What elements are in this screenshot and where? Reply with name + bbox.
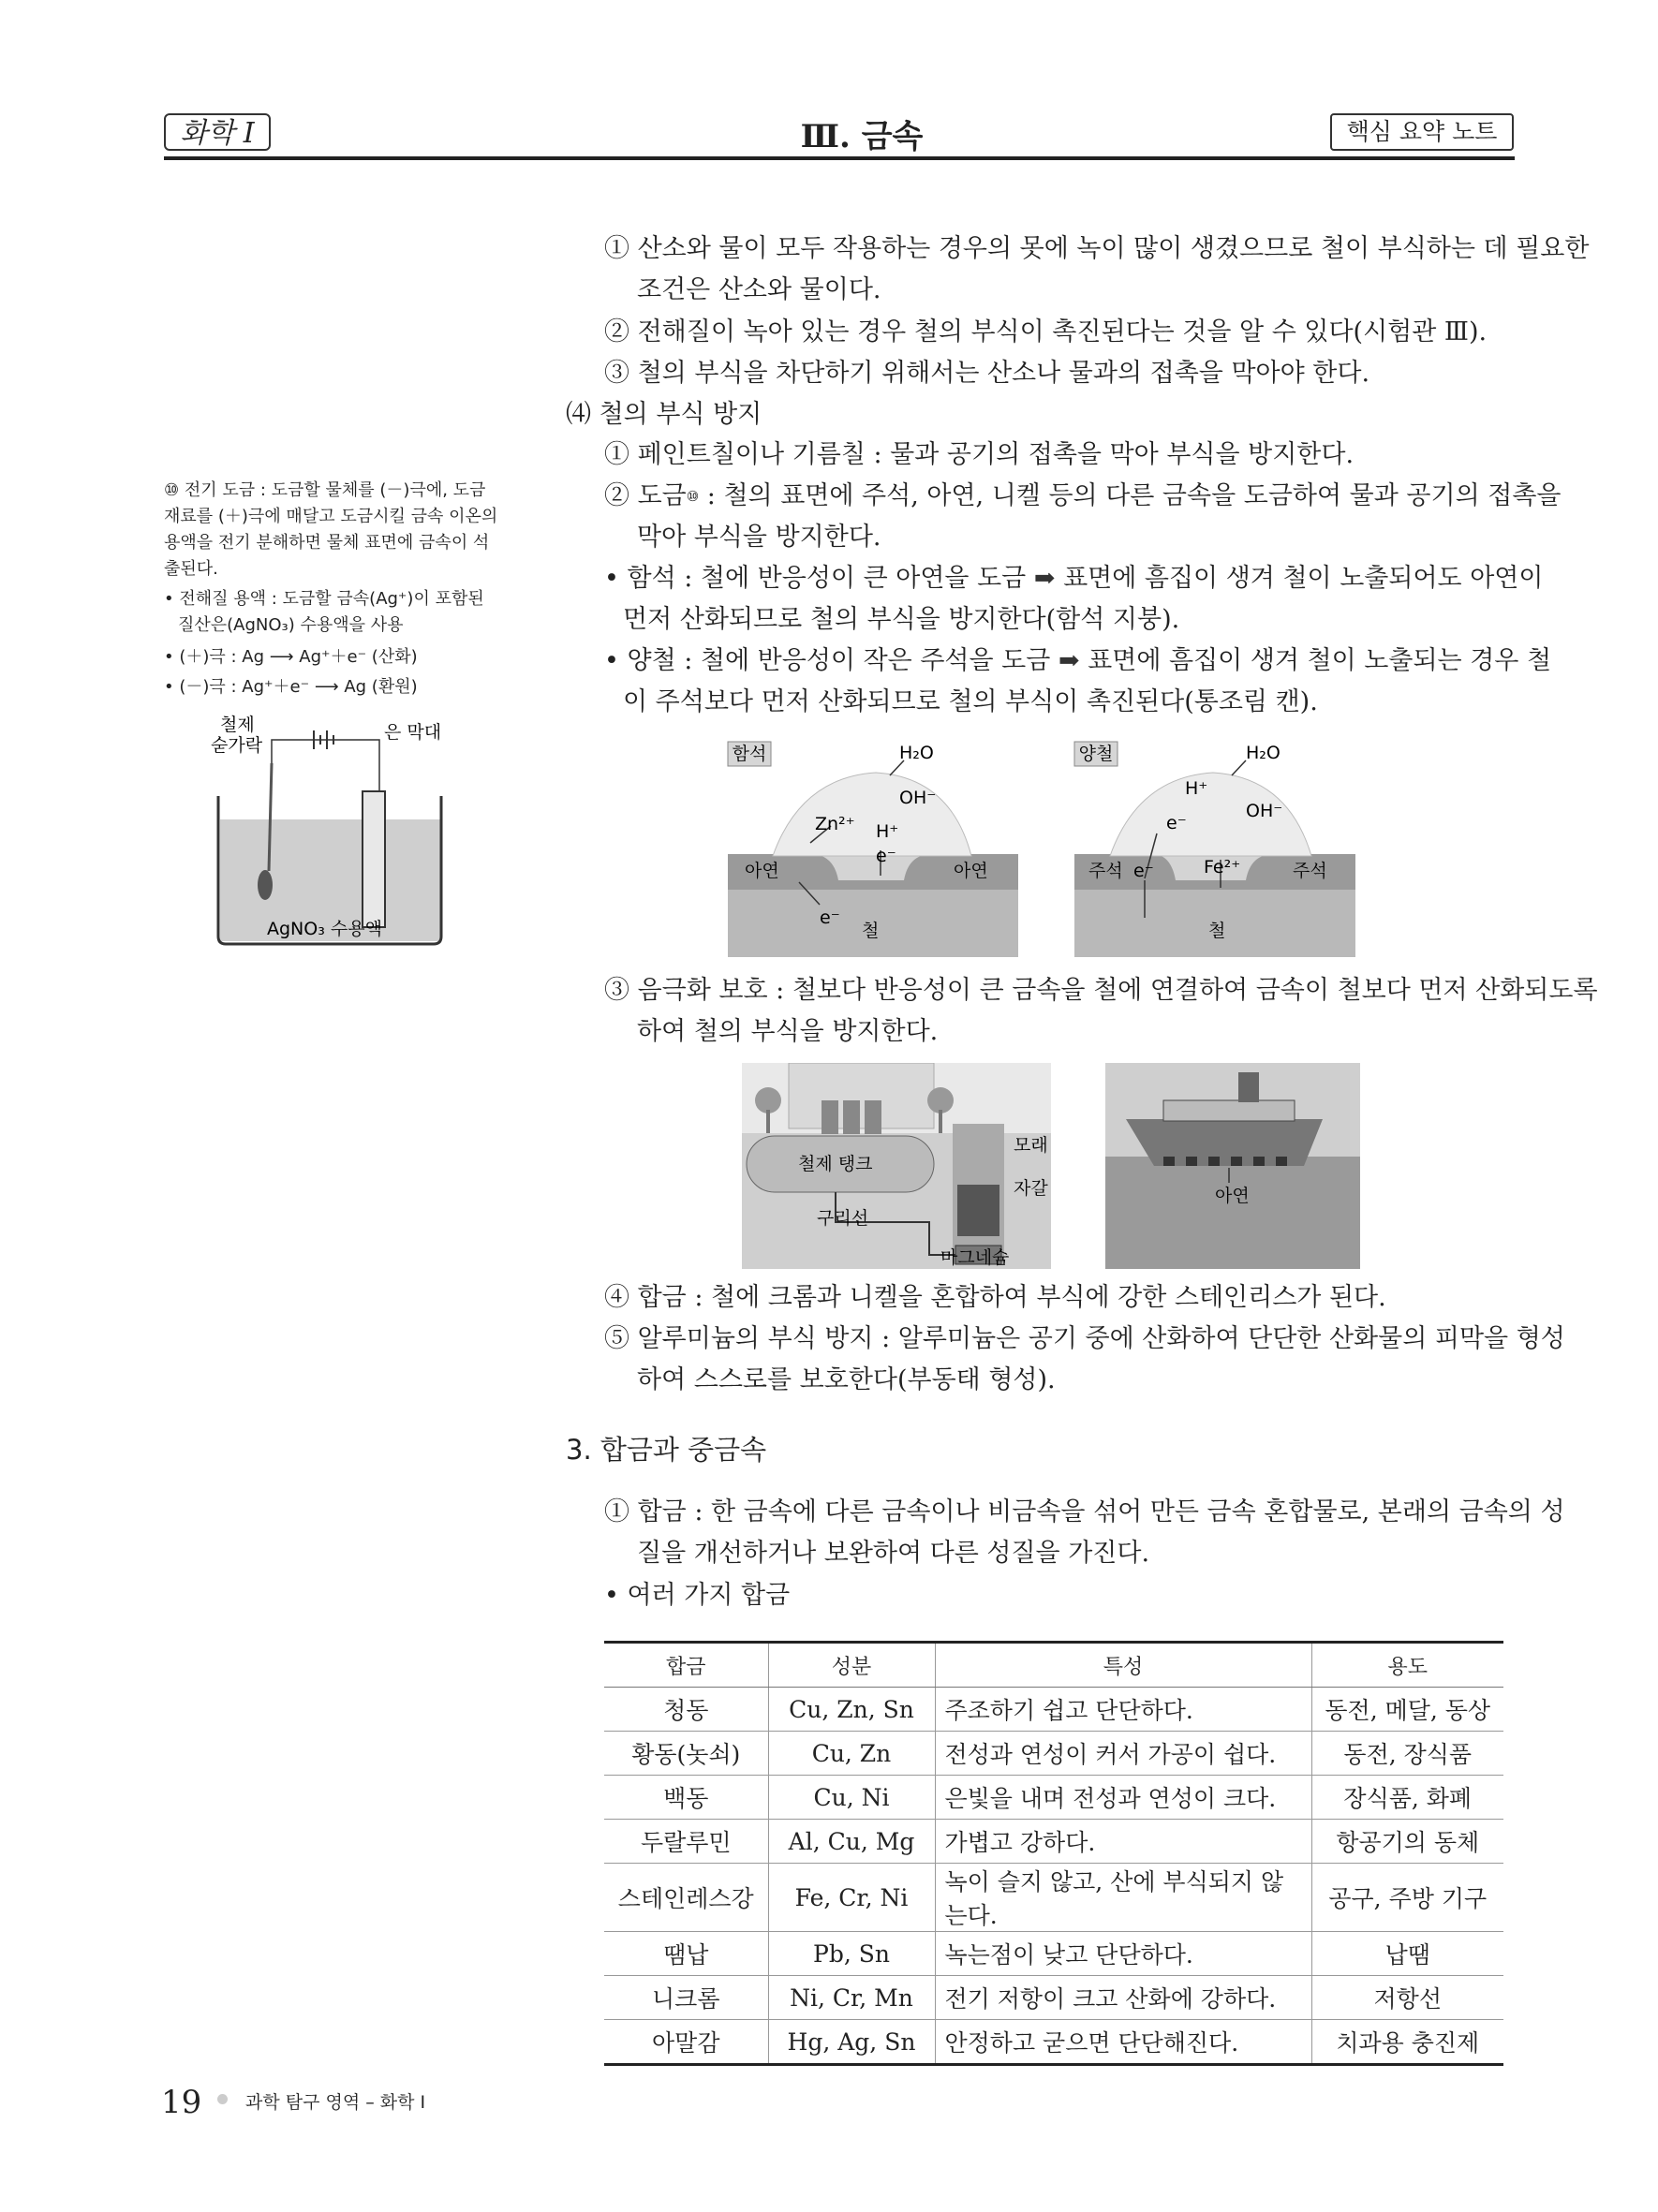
tin-right-label: 주석 <box>1293 861 1327 881</box>
table-row <box>604 1732 1503 1776</box>
alloy-def-line-b: 질을 개선하거나 보완하여 다른 성질을 가진다. <box>637 1539 1150 1568</box>
sidenote-line-3: 용액을 전기 분해하면 물체 표면에 금속이 석 <box>164 533 490 553</box>
uses-cell: 공구, 주방 기구 <box>1311 1864 1503 1932</box>
galvanized-text: 표면에 흠집이 생겨 철이 노출되어도 아연이 <box>1063 564 1544 593</box>
galvanized-tag: 함석 <box>732 744 767 764</box>
iron-ion-label: Fe²⁺ <box>1204 857 1241 877</box>
tinplate-text: 표면에 흠집이 생겨 철이 노출되는 경우 철 <box>1088 646 1552 675</box>
sidenote-line-6: 질산은(AgNO₃) 수용액을 사용 <box>178 615 404 635</box>
sand-label: 모래 <box>1014 1135 1048 1156</box>
electroplating-apparatus <box>218 730 441 944</box>
prevention-2-line-b: 막아 부식을 방지한다. <box>637 523 881 552</box>
components-cell: Hg, Ag, Sn <box>768 2020 935 2065</box>
cathodic-protection-diagram <box>742 1063 1360 1269</box>
components-cell: Ni, Cr, Mn <box>768 1976 935 2020</box>
sidenote-line-7: • (＋)극 : Ag ⟶ Ag⁺＋e⁻ (산화) <box>164 647 418 667</box>
electroplating-diagram <box>211 712 454 946</box>
tinplate-label: • 양철 : 철에 반응성이 작은 주석을 도금 <box>604 646 1051 675</box>
galvanized-line-b: 먼저 산화되므로 철의 부식을 방지한다(함석 지붕). <box>623 605 1180 634</box>
alloy-cell: 두랄루민 <box>604 1820 768 1864</box>
item-1-line-b: 조건은 산소와 물이다. <box>637 275 881 304</box>
header-rule <box>164 156 1515 160</box>
properties-cell: 주조하기 쉽고 단단하다. <box>935 1688 1311 1732</box>
sidenote-line-5: • 전해질 용액 : 도금할 금속(Ag⁺)이 포함된 <box>164 589 484 609</box>
item-1-line-a: ① 산소와 물이 모두 작용하는 경우의 못에 녹이 많이 생겼으므로 철이 부식하는 데 필요한 <box>604 234 1590 263</box>
properties-cell: 전성과 연성이 커서 가공이 쉽다. <box>935 1732 1311 1776</box>
galvanized-line-a <box>604 562 1543 596</box>
components-cell: Pb, Sn <box>768 1932 935 1976</box>
alloy-cell: 땜납 <box>604 1932 768 1976</box>
footer-dot <box>217 2094 228 2104</box>
alloy-cell: 니크롬 <box>604 1976 768 2020</box>
components-cell: Cu, Ni <box>768 1776 935 1820</box>
table-row <box>604 1820 1503 1864</box>
properties-cell: 녹는점이 낮고 단단하다. <box>935 1932 1311 1976</box>
right-arrow-icon: ➡ <box>1058 646 1080 675</box>
tinplate-line-b: 이 주석보다 먼저 산화되므로 철의 부식이 촉진된다(통조림 캔). <box>623 687 1318 716</box>
prevention-5-line-b: 하여 스스로를 보호한다(부동태 형성). <box>637 1365 1056 1394</box>
copper-wire-label: 구리선 <box>817 1208 869 1229</box>
corrosion-diagram <box>726 740 1503 960</box>
hydrogen-ion-label: H⁺ <box>876 821 899 842</box>
sidenote-line-1: ⑩ 전기 도금 : 도금할 물체를 (－)극에, 도금 <box>164 480 486 500</box>
footnote-marker: ⑩ <box>686 488 700 505</box>
water-label-right: H₂O <box>1246 743 1281 763</box>
hydroxide-right: OH⁻ <box>1246 801 1283 821</box>
uses-cell: 동전, 메달, 동상 <box>1311 1688 1503 1732</box>
water-label: H₂O <box>899 743 934 763</box>
sidenote-line-8: • (－)극 : Ag⁺＋e⁻ ⟶ Ag (환원) <box>164 677 418 697</box>
uses-cell: 치과용 충진제 <box>1311 2020 1503 2065</box>
prevention-3-line-b: 하여 철의 부식을 방지한다. <box>637 1017 939 1046</box>
page-number: 19 <box>161 2084 202 2121</box>
magnesium-label: 마그네슘 <box>940 1247 1010 1268</box>
electron-right-mid: e⁻ <box>1133 861 1154 881</box>
ship-scene <box>1105 1063 1360 1269</box>
item-2: ② 전해질이 녹아 있는 경우 철의 부식이 촉진된다는 것을 알 수 있다(시험관 Ⅲ). <box>604 317 1488 347</box>
silver-rod-label: 은 막대 <box>384 722 442 743</box>
properties-cell: 녹이 슬지 않고, 산에 부식되지 않는다. <box>935 1864 1311 1932</box>
alloy-cell: 백동 <box>604 1776 768 1820</box>
col-header-components: 성분 <box>768 1643 935 1688</box>
table-header-row <box>604 1643 1503 1688</box>
zinc-anode-label: 아연 <box>1215 1186 1250 1206</box>
col-header-properties: 특성 <box>935 1643 1311 1688</box>
steel-tank-label: 철제 탱크 <box>798 1154 873 1174</box>
prevention-2-label: ② 도금 <box>604 481 687 510</box>
footer-text: 과학 탐구 영역 – 화학 Ⅰ <box>245 2092 426 2113</box>
table-row <box>604 1776 1503 1820</box>
zinc-ion-label: Zn²⁺ <box>815 814 855 834</box>
components-cell: Cu, Zn <box>768 1732 935 1776</box>
tinplate-line-a <box>604 644 1551 678</box>
alloy-table <box>604 1641 1503 2066</box>
tin-left-label: 주석 <box>1088 861 1123 881</box>
spoon-label-1: 철제 <box>220 715 255 735</box>
iron-label-right: 철 <box>1208 921 1226 941</box>
tinplate-tag: 양철 <box>1078 744 1114 764</box>
prevention-4: ④ 합금 : 철에 크롬과 니켈을 혼합하여 부식에 강한 스테인리스가 된다. <box>604 1283 1386 1312</box>
alloy-cell: 청동 <box>604 1688 768 1732</box>
prevention-3-line-a: ③ 음극화 보호 : 철보다 반응성이 큰 금속을 철에 연결하여 금속이 철보다 먼저 산화되도록 <box>604 976 1598 1005</box>
section-3-heading: 3. 합금과 중금속 <box>566 1434 767 1466</box>
prevention-1: ① 페인트칠이나 기름칠 : 물과 공기의 접촉을 막아 부식을 방지한다. <box>604 440 1355 469</box>
galvanized-label: • 함석 : 철에 반응성이 큰 아연을 도금 <box>604 564 1027 593</box>
table-row <box>604 1864 1503 1932</box>
prevention-2-text: : 철의 표면에 주석, 아연, 니켈 등의 다른 금속을 도금하여 물과 공기의 접촉을 <box>699 481 1562 510</box>
prevention-5-line-a: ⑤ 알루미늄의 부식 방지 : 알루미늄은 공기 중에 산화하여 단단한 산화물의 피막을 형성 <box>604 1324 1565 1353</box>
components-cell: Al, Cu, Mg <box>768 1820 935 1864</box>
silver-nitrate-label: AgNO₃ 수용액 <box>267 919 382 939</box>
zinc-left-label: 아연 <box>745 861 779 881</box>
zinc-right-label: 아연 <box>954 861 988 881</box>
table-row <box>604 1976 1503 2020</box>
hydrogen-ion-right: H⁺ <box>1185 778 1208 799</box>
alloy-cell: 스테인레스강 <box>604 1864 768 1932</box>
col-header-alloy: 합금 <box>604 1643 768 1688</box>
subject-badge: 화학 I <box>164 113 271 151</box>
spoon-label-2: 숟가락 <box>211 735 263 756</box>
table-row <box>604 2020 1503 2065</box>
alloy-cell: 아말감 <box>604 2020 768 2065</box>
gravel-label: 자갈 <box>1014 1178 1048 1199</box>
section-4-heading: ⑷ 철의 부식 방지 <box>566 400 762 429</box>
chapter-title: Ⅲ. 금속 <box>800 118 924 155</box>
tank-scene <box>742 1063 1051 1269</box>
hydroxide-label: OH⁻ <box>899 788 937 808</box>
components-cell: Cu, Zn, Sn <box>768 1688 935 1732</box>
electron-bottom-label: e⁻ <box>820 907 840 928</box>
iron-label-left: 철 <box>862 921 880 941</box>
summary-note-badge: 핵심 요약 노트 <box>1330 113 1514 151</box>
alloy-def-line-a: ① 합금 : 한 금속에 다른 금속이나 비금속을 섞어 만든 금속 혼합물로, 본래의 금속의 성 <box>604 1497 1565 1526</box>
alloy-cell: 황동(놋쇠) <box>604 1732 768 1776</box>
properties-cell: 은빛을 내며 전성과 연성이 크다. <box>935 1776 1311 1820</box>
electron-label: e⁻ <box>876 846 896 866</box>
right-arrow-icon: ➡ <box>1033 564 1056 593</box>
components-cell: Fe, Cr, Ni <box>768 1864 935 1932</box>
uses-cell: 납땜 <box>1311 1932 1503 1976</box>
electron-right-top: e⁻ <box>1166 813 1187 833</box>
sidenote-line-2: 재료를 (＋)극에 매달고 도금시킬 금속 이온의 <box>164 507 498 526</box>
alloy-list-bullet: • 여러 가지 합금 <box>604 1581 791 1610</box>
item-3: ③ 철의 부식을 차단하기 위해서는 산소나 물과의 접촉을 막아야 한다. <box>604 359 1370 388</box>
table-row <box>604 1688 1503 1732</box>
uses-cell: 항공기의 동체 <box>1311 1820 1503 1864</box>
properties-cell: 전기 저항이 크고 산화에 강하다. <box>935 1976 1311 2020</box>
table-row <box>604 1932 1503 1976</box>
properties-cell: 가볍고 강하다. <box>935 1820 1311 1864</box>
properties-cell: 안정하고 굳으면 단단해진다. <box>935 2020 1311 2065</box>
uses-cell: 동전, 장식품 <box>1311 1732 1503 1776</box>
prevention-2-line-a <box>604 479 1562 513</box>
col-header-uses: 용도 <box>1311 1643 1503 1688</box>
sidenote-line-4: 출된다. <box>164 559 218 579</box>
uses-cell: 장식품, 화폐 <box>1311 1776 1503 1820</box>
uses-cell: 저항선 <box>1311 1976 1503 2020</box>
